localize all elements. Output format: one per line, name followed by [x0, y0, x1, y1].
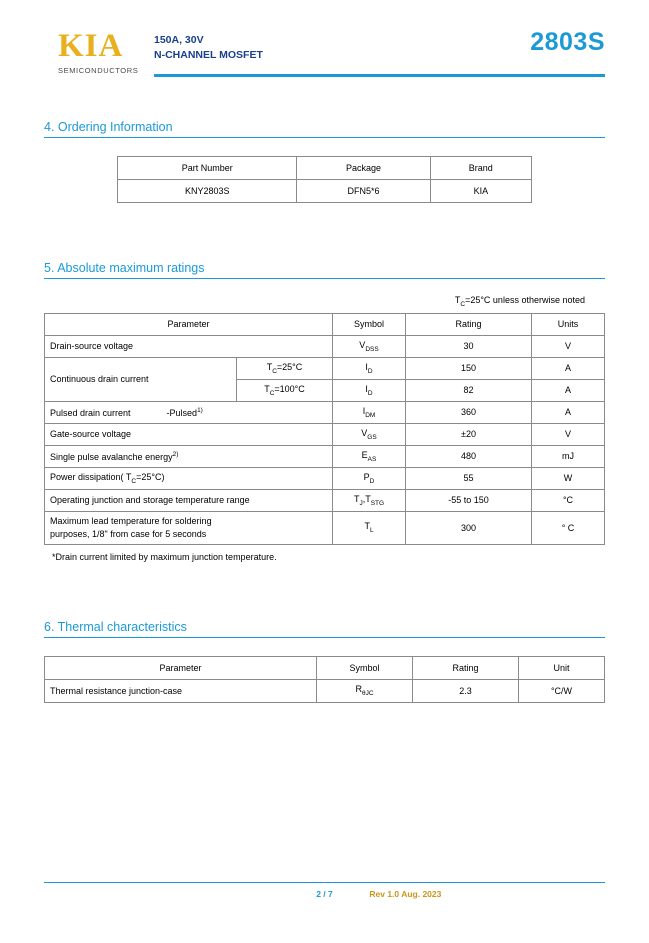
symbol-main: E — [361, 449, 368, 460]
table-row — [45, 679, 605, 702]
symbol-main: R — [355, 684, 362, 695]
cell-rating: 300 — [406, 511, 532, 544]
page-footer — [44, 882, 605, 903]
table-row — [45, 511, 605, 544]
param-line-1: Maximum lead temperature for soldering — [50, 515, 212, 526]
col-parameter: Parameter — [45, 656, 317, 679]
cell-condition — [237, 379, 333, 401]
cond-main: T — [264, 383, 270, 394]
col-rating: Rating — [413, 656, 519, 679]
table-row — [45, 357, 605, 379]
kia-logo: KIA — [58, 28, 124, 64]
symbol-sub: DSS — [365, 345, 379, 353]
note-subscript: C — [460, 300, 466, 308]
cell-units: °C — [532, 489, 605, 511]
table-row — [45, 445, 605, 467]
datasheet-page — [0, 26, 649, 943]
cond-sub: C — [272, 367, 277, 375]
cell-rating: 55 — [406, 467, 532, 489]
cell-units: °C/W — [519, 679, 605, 702]
cell-rating: 480 — [406, 445, 532, 467]
cell-symbol — [333, 335, 406, 357]
symbol-sub: J — [359, 499, 363, 507]
cell-symbol — [333, 489, 406, 511]
device-spec-line-1: 150A, 30V — [154, 34, 204, 46]
amr-section-title: 5. Absolute maximum ratings — [44, 261, 605, 279]
cell-rating: 2.3 — [413, 679, 519, 702]
table-header-row — [45, 313, 605, 335]
col-unit: Unit — [519, 656, 605, 679]
kia-logo-subtitle: SEMICONDUCTORS — [58, 66, 139, 75]
col-units: Units — [532, 313, 605, 335]
cell-symbol — [333, 467, 406, 489]
ordering-section-title: 4. Ordering Information — [44, 120, 605, 138]
cell-rating: 30 — [406, 335, 532, 357]
cell-symbol — [333, 357, 406, 379]
symbol-sub2: STG — [370, 499, 385, 507]
symbol-sub: D — [367, 367, 373, 375]
thermal-characteristics-table — [44, 656, 605, 703]
symbol-sub: AS — [367, 455, 377, 463]
part-number-title: 2803S — [530, 28, 605, 56]
param-post: =25°C) — [136, 471, 165, 482]
table-row — [45, 467, 605, 489]
cell-parameter — [45, 511, 333, 544]
cell-symbol — [333, 423, 406, 445]
device-spec-line-2: N-CHANNEL MOSFET — [154, 49, 263, 61]
cell-parameter: Gate-source voltage — [45, 423, 333, 445]
table-row — [118, 180, 532, 203]
col-symbol: Symbol — [317, 656, 413, 679]
cond-tail: =100°C — [274, 383, 305, 394]
symbol-main: P — [363, 471, 370, 482]
cell-parameter — [45, 467, 333, 489]
param-sub: C — [131, 477, 137, 485]
note-prefix: T — [454, 295, 461, 305]
cell-brand: KIA — [430, 180, 531, 203]
symbol-sub: D — [367, 389, 373, 397]
cell-units: W — [532, 467, 605, 489]
col-rating: Rating — [406, 313, 532, 335]
param-text: Pulsed drain current — [50, 407, 131, 418]
thermal-section-title: 6. Thermal characteristics — [44, 620, 605, 638]
page-number: 2 / 7 — [316, 889, 333, 899]
param-tail: -Pulsed — [166, 407, 198, 418]
ordering-table — [117, 156, 532, 203]
section-ordering-information — [44, 120, 605, 203]
cell-condition — [237, 357, 333, 379]
cell-parameter: Drain-source voltage — [45, 335, 333, 357]
cell-rating: -55 to 150 — [406, 489, 532, 511]
cond-sub: C — [269, 389, 275, 397]
param-superscript: 2) — [172, 450, 179, 458]
table-row — [45, 401, 605, 423]
param-superscript: 1) — [197, 406, 203, 414]
table-row — [45, 423, 605, 445]
param-pre: Power dissipation( T — [50, 471, 132, 482]
cell-rating: 150 — [406, 357, 532, 379]
cell-units: A — [532, 401, 605, 423]
param-text: Single pulse avalanche energy — [50, 451, 173, 462]
cell-parameter: Thermal resistance junction-case — [45, 679, 317, 702]
cond-tail: =25°C — [276, 361, 303, 372]
col-package: Package — [297, 157, 430, 180]
symbol-sub: D — [369, 477, 375, 485]
cell-symbol — [333, 445, 406, 467]
header-divider — [154, 74, 605, 77]
cell-symbol — [317, 679, 413, 702]
col-parameter: Parameter — [45, 313, 333, 335]
symbol-main: I — [365, 383, 368, 394]
cell-parameter: Operating junction and storage temperature range — [45, 489, 333, 511]
cell-rating: 82 — [406, 379, 532, 401]
symbol-main: I — [362, 405, 366, 416]
col-part-number: Part Number — [118, 157, 297, 180]
symbol-main: V — [361, 427, 368, 438]
table-row — [45, 335, 605, 357]
cond-main: T — [266, 361, 273, 372]
footer-divider — [44, 882, 605, 883]
symbol-main: T — [364, 521, 370, 532]
symbol-sub: DM — [365, 411, 376, 419]
cell-rating: ±20 — [406, 423, 532, 445]
amr-footnote: *Drain current limited by maximum junction temperature. — [52, 551, 277, 562]
table-header-row — [118, 157, 532, 180]
cell-rating: 360 — [406, 401, 532, 423]
symbol-main: V — [359, 339, 366, 350]
col-brand: Brand — [430, 157, 531, 180]
col-symbol: Symbol — [333, 313, 406, 335]
cell-symbol — [333, 511, 406, 544]
symbol-main: I — [365, 361, 368, 372]
cell-units: mJ — [532, 445, 605, 467]
cell-units: A — [532, 379, 605, 401]
table-row — [45, 489, 605, 511]
cell-units: V — [532, 335, 605, 357]
symbol-tail: ,T — [362, 493, 371, 504]
revision-label: Rev 1.0 Aug. 2023 — [369, 889, 442, 899]
amr-condition-note — [44, 295, 605, 308]
page-header — [44, 26, 605, 92]
symbol-sub: L — [369, 527, 374, 535]
cell-part-number: KNY2803S — [118, 180, 297, 203]
cell-symbol — [333, 401, 406, 423]
symbol-main: T — [353, 493, 360, 504]
cell-parameter: Continuous drain current — [45, 357, 237, 401]
cell-units: A — [532, 357, 605, 379]
cell-package: DFN5*6 — [297, 180, 430, 203]
cell-units: V — [532, 423, 605, 445]
section-absolute-maximum-ratings — [44, 261, 605, 562]
cell-parameter — [45, 401, 333, 423]
absolute-maximum-ratings-table — [44, 313, 605, 545]
symbol-sub: θJC — [361, 690, 374, 698]
section-thermal-characteristics — [44, 620, 605, 703]
cell-parameter — [45, 445, 333, 467]
param-line-2: purposes, 1/8" from case for 5 seconds — [50, 528, 207, 539]
note-suffix: =25°C unless otherwise noted — [465, 295, 585, 305]
symbol-sub: GS — [367, 433, 377, 441]
cell-symbol — [333, 379, 406, 401]
table-header-row — [45, 656, 605, 679]
cell-units: ° C — [532, 511, 605, 544]
